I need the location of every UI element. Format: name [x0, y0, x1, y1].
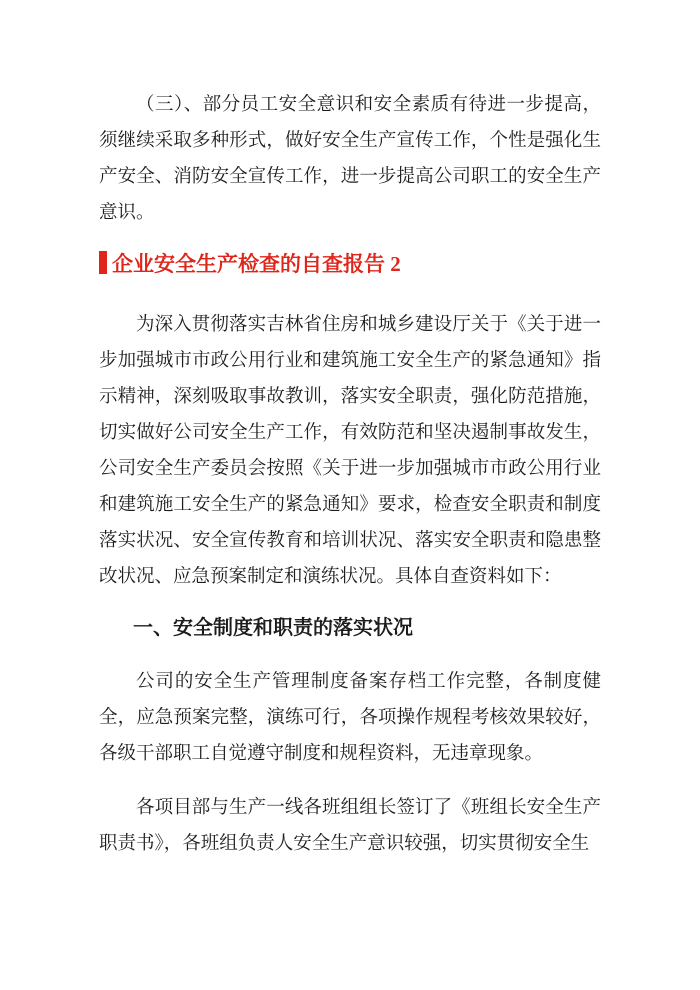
section-heading: 一、安全制度和职责的落实状况 — [133, 617, 413, 639]
section-paragraph: 公司的安全生产管理制度备案存档工作完整，各制度健全，应急预案完整，演练可行，各项操作规程考核效果较好，各级干部职工自觉遵守制度和规程资料，无违章现象。 — [99, 672, 601, 764]
intro-paragraph: （三）、部分员工安全意识和安全素质有待进一步提高，须继续采取多种形式，做好安全生产宣传工作，个性是强化生产安全、消防安全宣传工作，进一步提高公司职工的安全生产意识。 — [99, 95, 601, 223]
red-bar-icon — [99, 251, 107, 274]
section-paragraph: 各项目部与生产一线各班组组长签订了《班组长安全生产职责书》，各班组负责人安全生产意识较强，切实贯彻安全生 — [99, 798, 601, 854]
report-title-text: 企业安全生产检查的自查报告 2 — [112, 252, 401, 276]
report-title — [99, 249, 601, 279]
document-content — [99, 87, 601, 862]
overview-paragraph: 为深入贯彻落实吉林省住房和城乡建设厅关于《关于进一步加强城市市政公用行业和建筑施工安全生产的紧急通知》指示精神，深刻吸取事故教训，落实安全职责，强化防范措施，切实做好公司安全生产工作，有效防范和坚决遏制事故发生，公司安全生产委员会按照《关于进一步加强城市市政公用行业和建筑施工安全生产的紧急通知》要求，检查安全职责和制度落实状况、安全宣传教育和培训状况、落实安全职责和隐患整改状况、应急预案制定和演练状况。具体自查资料如下： — [99, 315, 601, 587]
